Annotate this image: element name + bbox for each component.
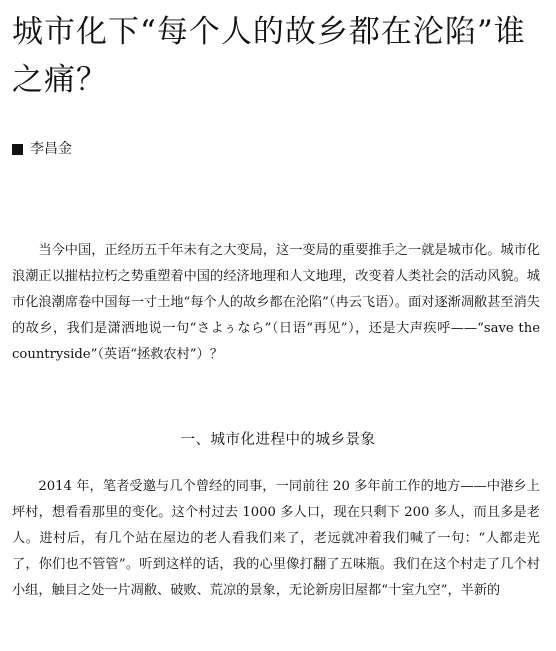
section-paragraph: 2014 年，笔者受邀与几个曾经的同事，一同前往 20 多年前工作的地方——中港乡上坪村，想看看那里的变化。这个村过去 1000 多人口，现在只剩下 200 多人，而且多是老人。进村后，有几个站在屋边的老人看我们来了，老远就冲着我们喊了一句：“人都走光了，你们也不管管”。听到这样的话，我的心里像打翻了五味瓶。我们在这个村走了几个村小组，触目之处一片凋敝、破败、荒凉的景象，无论新房旧屋都“十室九空”，半新的 bbox=[12, 479, 540, 598]
square-bullet-icon bbox=[12, 144, 23, 155]
section-heading: 一、城市化进程中的城乡景象 bbox=[180, 432, 376, 448]
author-name: 李昌金 bbox=[30, 141, 72, 157]
intro-paragraph: 当今中国，正经历五千年未有之大变局，这一变局的重要推手之一就是城市化。城市化浪潮正以摧枯拉朽之势重塑着中国的经济地理和人文地理，改变着人类社会的活动风貌。城市化浪潮席卷中国每一寸土地“每个人的故乡都在沦陷”（冉云飞语）。面对逐渐凋敝甚至消失的故乡，我们是潇洒地说一句“さよぅなら”（日语“再见”），还是大声疾呼——“save the countryside”（英语“拯救农村”）？ bbox=[12, 243, 540, 362]
author-line bbox=[12, 139, 72, 159]
article-title: 城市化下“每个人的故乡都在沦陷”谁之痛？ bbox=[12, 14, 526, 98]
